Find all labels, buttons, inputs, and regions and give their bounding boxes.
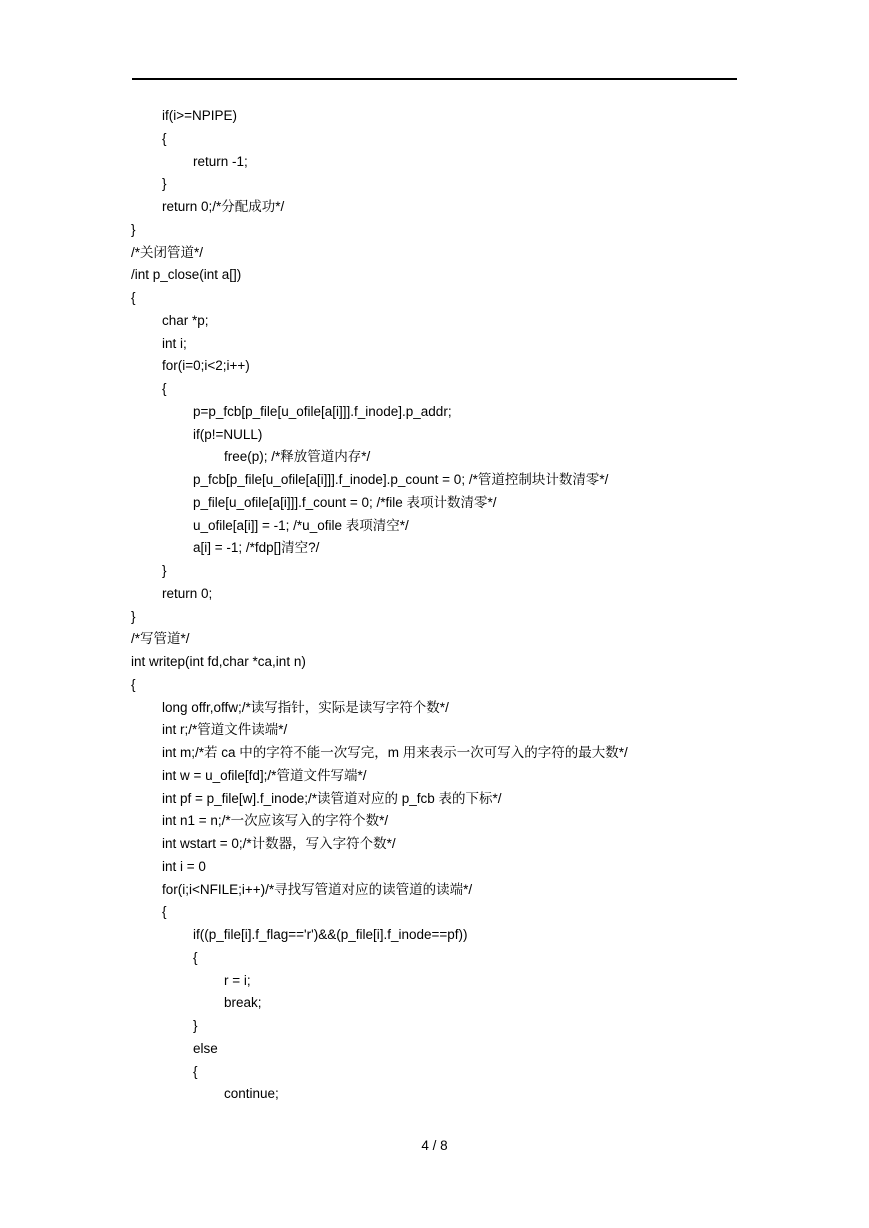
code-line: return 0;/*分配成功*/ [162, 199, 285, 214]
code-line: { [162, 904, 167, 920]
code-line: for(i=0;i<2;i++) [162, 358, 250, 374]
code-line: int i = 0 [162, 858, 206, 874]
code-line: int n1 = n;/*一次应该写入的字符个数*/ [162, 813, 389, 829]
code-line: else [193, 1040, 218, 1056]
code-line: free(p); /*释放管道内存*/ [224, 449, 371, 465]
code-line: /int p_close(int a[]) [131, 267, 242, 283]
code-line: if((p_file[i].f_flag=='r')&&(p_file[i].f_inode==pf)) [193, 927, 468, 942]
code-line: return -1; [193, 153, 248, 169]
code-line: long offr,offw;/*读写指针，实际是读写字符个数*/ [162, 699, 449, 715]
code-line: break; [224, 995, 262, 1011]
code-line: } [193, 1018, 198, 1033]
code-line: { [193, 949, 198, 965]
code-line: int r;/*管道文件读端*/ [162, 722, 288, 738]
code-line: int w = u_ofile[fd];/*管道文件写端*/ [162, 767, 367, 783]
code-line: char *p; [162, 312, 209, 328]
code-line: if(p!=NULL) [193, 426, 263, 442]
code-line: int wstart = 0;/*计数器，写入字符个数*/ [162, 836, 396, 851]
page-number: 4 / 8 [421, 1138, 448, 1153]
code-line: { [131, 290, 136, 305]
code-line: int pf = p_file[w].f_inode;/*读管道对应的 p_fcb 表的下标*/ [162, 790, 502, 806]
code-line: /*写管道*/ [131, 631, 190, 647]
code-line: return 0; [162, 585, 213, 601]
code-line: continue; [224, 1086, 279, 1102]
code-line: p=p_fcb[p_file[u_ofile[a[i]]].f_inode].p_addr; [193, 403, 452, 419]
code-line: p_file[u_ofile[a[i]]].f_count = 0; /*file 表项计数清零*/ [193, 494, 497, 510]
code-line: } [131, 221, 136, 237]
code-line: { [193, 1063, 198, 1079]
code-line: } [162, 176, 167, 192]
code-line: } [162, 563, 167, 578]
code-line: { [131, 676, 136, 692]
code-line: { [162, 130, 167, 146]
code-line: { [162, 381, 167, 396]
code-line: a[i] = -1; /*fdp[]清空?/ [193, 540, 320, 556]
code-line: /*关闭管道*/ [131, 244, 204, 260]
code-line: int writep(int fd,char *ca,int n) [131, 654, 306, 669]
header-rule [132, 78, 737, 80]
code-line: p_fcb[p_file[u_ofile[a[i]]].f_inode].p_count = 0; /*管道控制块计数清零*/ [193, 472, 609, 487]
code-line: } [131, 608, 136, 624]
code-line: if(i>=NPIPE) [162, 108, 238, 123]
code-line: u_ofile[a[i]] = -1; /*u_ofile 表项清空*/ [193, 517, 409, 533]
code-line: int i; [162, 335, 187, 351]
code-line: r = i; [224, 972, 251, 988]
code-line: for(i;i<NFILE;i++)/*寻找写管道对应的读管道的读端*/ [162, 881, 473, 897]
code-line: int m;/*若 ca 中的字符不能一次写完，m 用来表示一次可写入的字符的最大数*/ [162, 745, 628, 760]
